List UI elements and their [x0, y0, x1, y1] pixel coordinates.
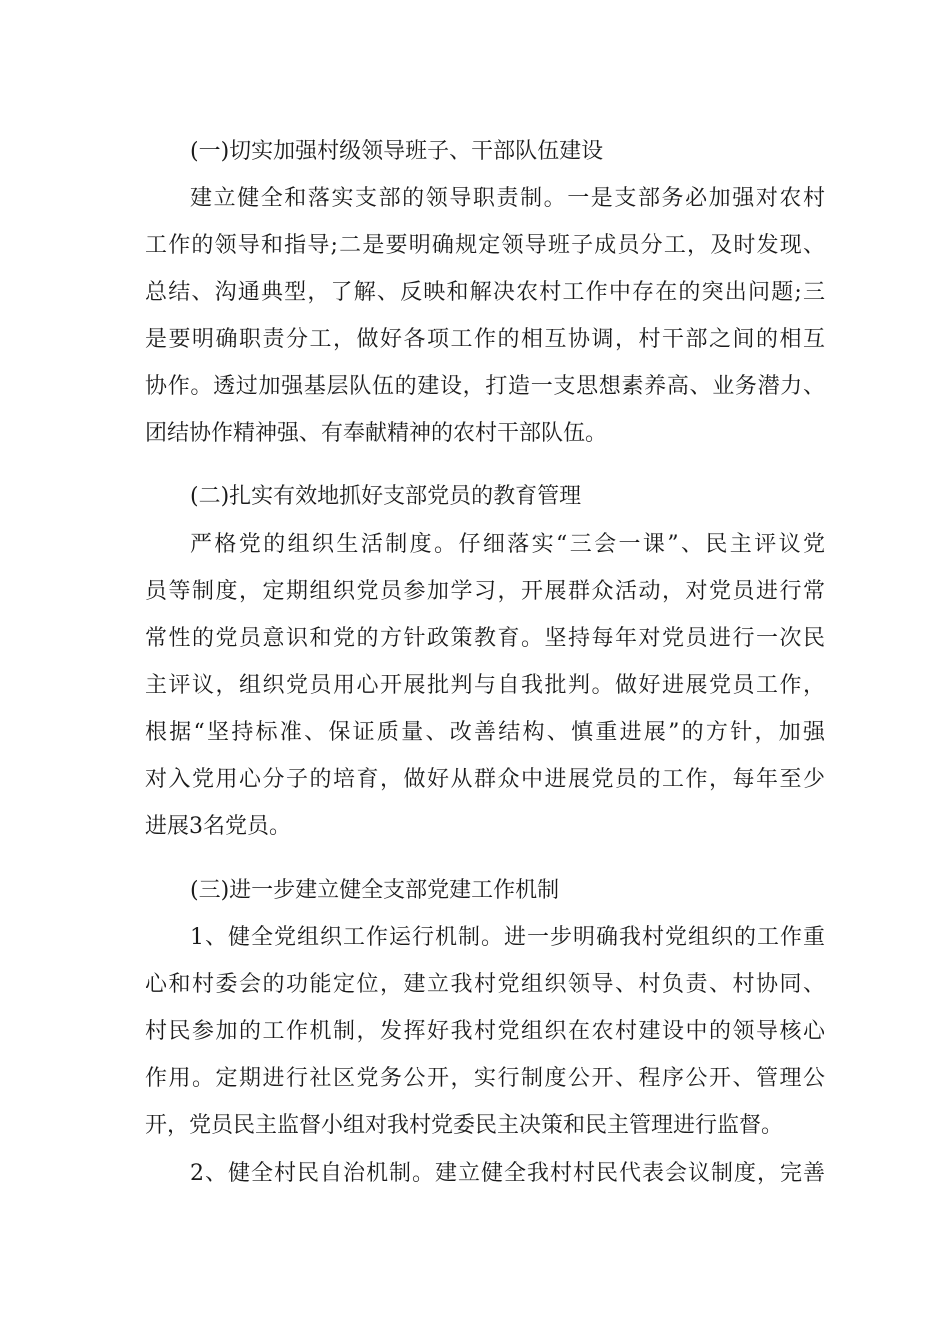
paragraph-line: 建立健全和落实支部的领导职责制。一是支部务必加强对农村 [190, 186, 825, 211]
paragraph-line: 是要明确职责分工，做好各项工作的相互协调，村干部之间的相互 [145, 327, 825, 352]
paragraph-line: 村民参加的工作机制，发挥好我村党组织在农村建设中的领导核心 [145, 1019, 825, 1044]
paragraph-line: 开，党员民主监督小组对我村党委民主决策和民主管理进行监督。 [145, 1113, 784, 1138]
paragraph-line: 心和村委会的功能定位，建立我村党组织领导、村负责、村协同、 [145, 972, 825, 997]
section-heading-1: (一)切实加强村级领导班子、干部队伍建设 [190, 139, 604, 164]
paragraph-line: 严格党的组织生活制度。仔细落实“三会一课”、民主评议党 [190, 532, 825, 557]
paragraph-line: 1、健全党组织工作运行机制。进一步明确我村党组织的工作重 [190, 925, 825, 950]
paragraph-line: 常性的党员意识和党的方针政策教育。坚持每年对党员进行一次民 [145, 626, 825, 651]
paragraph-line: 进展3名党员。 [145, 814, 291, 839]
paragraph-line: 作用。定期进行社区党务公开，实行制度公开、程序公开、管理公 [145, 1066, 825, 1091]
paragraph-line: 协作。透过加强基层队伍的建设，打造一支思想素养高、业务潜力、 [145, 374, 825, 399]
paragraph-line: 团结协作精神强、有奉献精神的农村干部队伍。 [145, 421, 608, 446]
section-heading-3: (三)进一步建立健全支部党建工作机制 [190, 878, 560, 903]
paragraph-line: 员等制度，定期组织党员参加学习，开展群众活动，对党员进行常 [145, 579, 825, 604]
paragraph-line: 2、健全村民自治机制。建立健全我村村民代表会议制度，完善 [190, 1161, 825, 1186]
paragraph-line: 对入党用心分子的培育，做好从群众中进展党员的工作，每年至少 [145, 767, 825, 792]
paragraph-line: 总结、沟通典型，了解、反映和解决农村工作中存在的突出问题;三 [145, 280, 825, 305]
paragraph-line: 工作的领导和指导;二是要明确规定领导班子成员分工，及时发现、 [145, 233, 825, 258]
paragraph-line: 根据“坚持标准、保证质量、改善结构、慎重进展”的方针，加强 [145, 720, 825, 745]
section-heading-2: (二)扎实有效地抓好支部党员的教育管理 [190, 484, 582, 509]
paragraph-line: 主评议，组织党员用心开展批判与自我批判。做好进展党员工作， [145, 673, 825, 698]
